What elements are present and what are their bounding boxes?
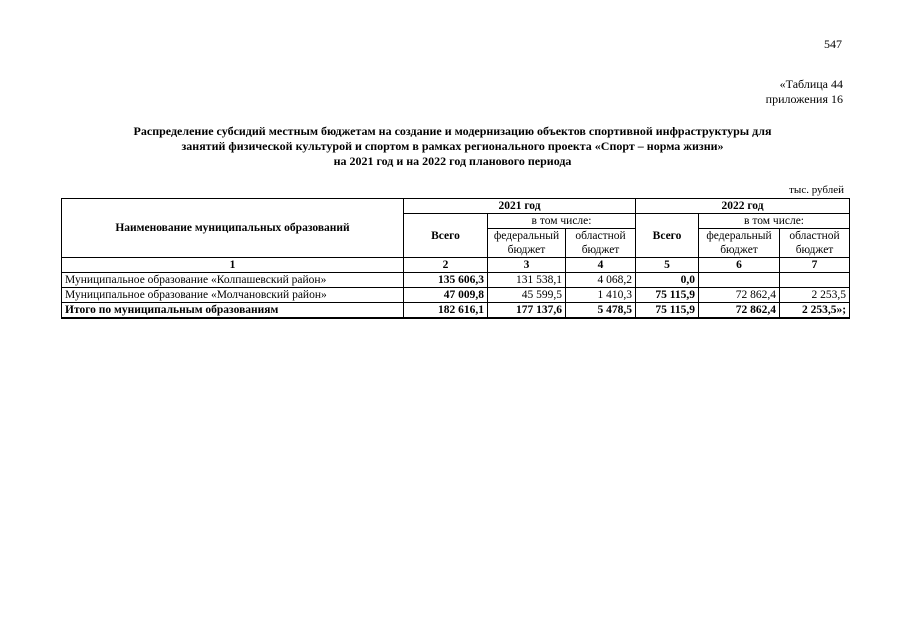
federal-2021: 177 137,6: [488, 303, 566, 319]
federal-2021: 131 538,1: [488, 273, 566, 288]
header-federal-2022: федеральный бюджет: [699, 229, 780, 258]
regional-2021: 5 478,5: [566, 303, 636, 319]
header-year-2021: 2021 год: [404, 199, 636, 214]
municipality-name: Муниципальное образование «Молчановский район»: [62, 288, 404, 303]
header-name-col: Наименование муниципальных образований: [62, 199, 404, 258]
header-incl-2022: в том числе:: [699, 214, 850, 229]
col-number: 5: [636, 258, 699, 273]
units-label: тыс. рублей: [789, 184, 844, 196]
total-2021: 135 606,3: [404, 273, 488, 288]
regional-2021: 4 068,2: [566, 273, 636, 288]
regional-2021: 1 410,3: [566, 288, 636, 303]
federal-2022: [699, 273, 780, 288]
header-row-years: [62, 199, 850, 214]
federal-2022: 72 862,4: [699, 303, 780, 319]
col-number: 6: [699, 258, 780, 273]
regional-2022: 2 253,5: [780, 288, 850, 303]
header-regional-2021: областной бюджет: [566, 229, 636, 258]
reference-line-1: «Таблица 44: [779, 77, 843, 91]
title-line-2: занятий физической культурой и спортом в рамках регионального проекта «Спорт – норма жизни»: [181, 139, 724, 153]
page-number: 547: [824, 37, 842, 51]
header-year-2022: 2022 год: [636, 199, 850, 214]
header-total-2021: Всего: [404, 214, 488, 258]
subsidy-table: [61, 198, 850, 319]
table-reference: [766, 77, 843, 107]
total-2022: 0,0: [636, 273, 699, 288]
total-2021: 182 616,1: [404, 303, 488, 319]
col-number: 1: [62, 258, 404, 273]
total-row-label: Итого по муниципальным образованиям: [62, 303, 404, 319]
header-total-2022: Всего: [636, 214, 699, 258]
column-numbers-row: [62, 258, 850, 273]
federal-2021: 45 599,5: [488, 288, 566, 303]
header-federal-2021: федеральный бюджет: [488, 229, 566, 258]
municipality-name: Муниципальное образование «Колпашевский район»: [62, 273, 404, 288]
total-2022: 75 115,9: [636, 303, 699, 319]
col-number: 7: [780, 258, 850, 273]
total-2021: 47 009,8: [404, 288, 488, 303]
col-number: 4: [566, 258, 636, 273]
col-number: 2: [404, 258, 488, 273]
document-title: [60, 124, 845, 169]
total-row: [62, 303, 850, 319]
title-line-3: на 2021 год и на 2022 год планового периода: [333, 154, 572, 168]
title-line-1: Распределение субсидий местным бюджетам на создание и модернизацию объектов спортивной инфраструктуры для: [133, 124, 772, 138]
federal-2022: 72 862,4: [699, 288, 780, 303]
regional-2022: 2 253,5»;: [780, 303, 850, 319]
header-regional-2022: областной бюджет: [780, 229, 850, 258]
col-number: 3: [488, 258, 566, 273]
regional-2022: [780, 273, 850, 288]
reference-line-2: приложения 16: [765, 92, 843, 106]
total-2022: 75 115,9: [636, 288, 699, 303]
table-row: [62, 273, 850, 288]
table-row: [62, 288, 850, 303]
header-incl-2021: в том числе:: [488, 214, 636, 229]
